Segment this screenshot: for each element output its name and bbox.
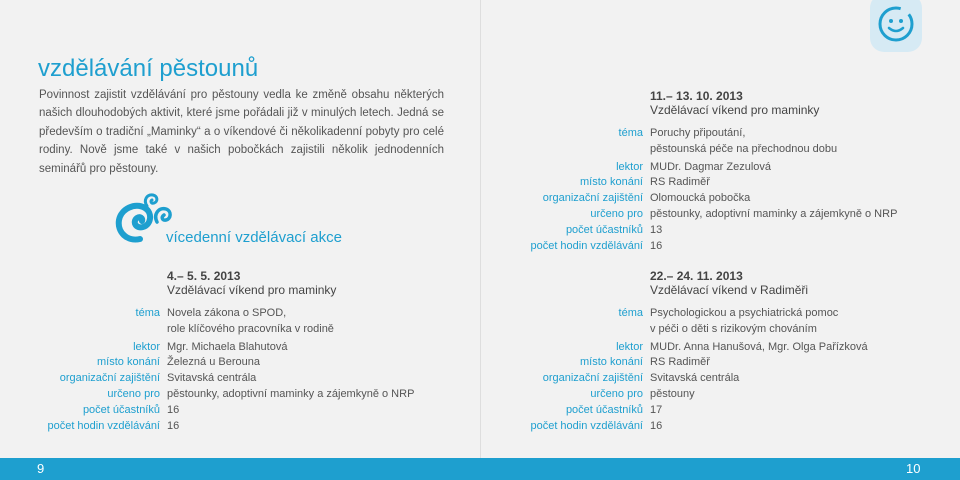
footer-bar (0, 458, 960, 480)
event-row-tema (618, 306, 868, 338)
event-date: 4.– 5. 5. 2013 (167, 269, 241, 283)
value-lektor: MUDr. Dagmar Zezulová (650, 160, 772, 173)
event-block (530, 89, 898, 254)
value-lektor: MUDr. Anna Hanušová, Mgr. Olga Pařízková (650, 340, 868, 353)
event-row-ucastnici (82, 403, 414, 419)
label-hodiny: počet hodin vzdělávání (530, 239, 643, 252)
value-tema-line: Novela zákona o SPOD, (167, 307, 287, 319)
value-urceno: pěstounky, adoptivní maminky a zájemkyně o NRP (650, 207, 898, 220)
event-date: 11.– 13. 10. 2013 (650, 89, 743, 103)
event-row-misto (580, 355, 868, 371)
value-tema (167, 306, 414, 338)
event-row-organizace (542, 191, 897, 207)
label-misto: místo konání (97, 356, 160, 369)
value-tema (650, 126, 897, 158)
event-name: Vzdělávací víkend pro maminky (167, 283, 337, 297)
value-organizace: Olomoucká pobočka (650, 192, 751, 205)
label-organizace: organizační zajištění (59, 372, 160, 385)
label-urceno: určeno pro (107, 387, 160, 400)
event-row-tema (618, 126, 897, 158)
label-urceno: určeno pro (590, 387, 643, 400)
value-lektor: Mgr. Michaela Blahutová (167, 340, 288, 353)
event-row-urceno (590, 207, 898, 223)
value-tema-line: pěstounská péče na přechodnou dobu (650, 142, 838, 155)
value-tema (650, 306, 868, 338)
label-hodiny: počet hodin vzdělávání (47, 419, 160, 432)
value-ucastnici: 13 (650, 223, 663, 236)
value-hodiny: 16 (650, 419, 663, 432)
label-misto: místo konání (580, 176, 643, 189)
event-row-ucastnici (565, 403, 868, 419)
value-hodiny: 16 (650, 239, 663, 252)
value-ucastnici: 16 (167, 403, 180, 416)
label-misto: místo konání (580, 356, 643, 369)
event-row-misto (580, 175, 897, 191)
section-label: vícedenní vzdělávací akce (166, 229, 342, 246)
value-tema-line: role klíčového pracovníka v rodině (167, 322, 334, 335)
event-block (530, 269, 868, 434)
event-row-urceno (107, 387, 415, 403)
value-urceno: pěstounky, adoptivní maminky a zájemkyně o NRP (167, 387, 415, 400)
value-misto: RS Radiměř (650, 356, 710, 369)
event-row-lektor (616, 160, 897, 176)
event-row-urceno (590, 387, 868, 403)
intro-paragraph: Povinnost zajistit vzdělávání pro pěstouny vedla ke změně obsahu některých našich dlouhodobých aktivit, které jsme pořádali již v minulých letech. Jedná se především o tradiční „Maminky“ a o víkendové či několikadenní pobyty pro celé rodiny. Nově jsme také v našich pobočkách zajistili několik jednodenních seminářů pro pěstouny. (39, 89, 444, 175)
label-lektor: lektor (616, 340, 643, 353)
label-lektor: lektor (616, 160, 643, 173)
value-ucastnici: 17 (650, 403, 663, 416)
value-organizace: Svitavská centrála (167, 372, 257, 385)
page-number-left: 9 (37, 461, 45, 476)
value-misto: RS Radiměř (650, 176, 710, 189)
value-hodiny: 16 (167, 419, 180, 432)
value-organizace: Svitavská centrála (650, 372, 740, 385)
event-row-organizace (542, 371, 868, 387)
event-date: 22.– 24. 11. 2013 (650, 269, 743, 283)
label-lektor: lektor (133, 340, 160, 353)
event-row-hodiny (47, 419, 414, 435)
label-hodiny: počet hodin vzdělávání (530, 419, 643, 432)
label-ucastnici: počet účastníků (565, 223, 643, 236)
label-organizace: organizační zajištění (542, 192, 643, 205)
value-misto: Železná u Berouna (167, 356, 260, 369)
label-ucastnici: počet účastníků (565, 403, 643, 416)
page-divider (480, 0, 481, 458)
event-row-misto (97, 355, 414, 371)
event-name: Vzdělávací víkend pro maminky (650, 103, 820, 117)
label-tema: téma (135, 307, 160, 319)
event-row-hodiny (530, 239, 897, 255)
event-name: Vzdělávací víkend v Radiměři (650, 283, 809, 297)
event-row-hodiny (530, 419, 868, 435)
event-row-ucastnici (565, 223, 897, 239)
label-tema: téma (618, 307, 643, 319)
event-row-lektor (133, 340, 414, 356)
smiley-icon (870, 0, 922, 52)
event-row-organizace (59, 371, 414, 387)
label-urceno: určeno pro (590, 207, 643, 220)
label-organizace: organizační zajištění (542, 372, 643, 385)
event-block (47, 269, 415, 434)
label-ucastnici: počet účastníků (82, 403, 160, 416)
value-tema-line: Psychologickou a psychiatrická pomoc (650, 307, 839, 319)
value-tema-line: Poruchy připoutání, (650, 127, 746, 139)
label-tema: téma (618, 127, 643, 139)
event-row-tema (135, 306, 414, 338)
value-urceno: pěstouny (650, 387, 695, 400)
event-row-lektor (616, 340, 868, 356)
value-tema-line: v péči o děti s rizikovým chováním (650, 322, 817, 335)
page-number-right: 10 (906, 461, 921, 476)
page-title: vzdělávání pěstounů (38, 55, 259, 82)
